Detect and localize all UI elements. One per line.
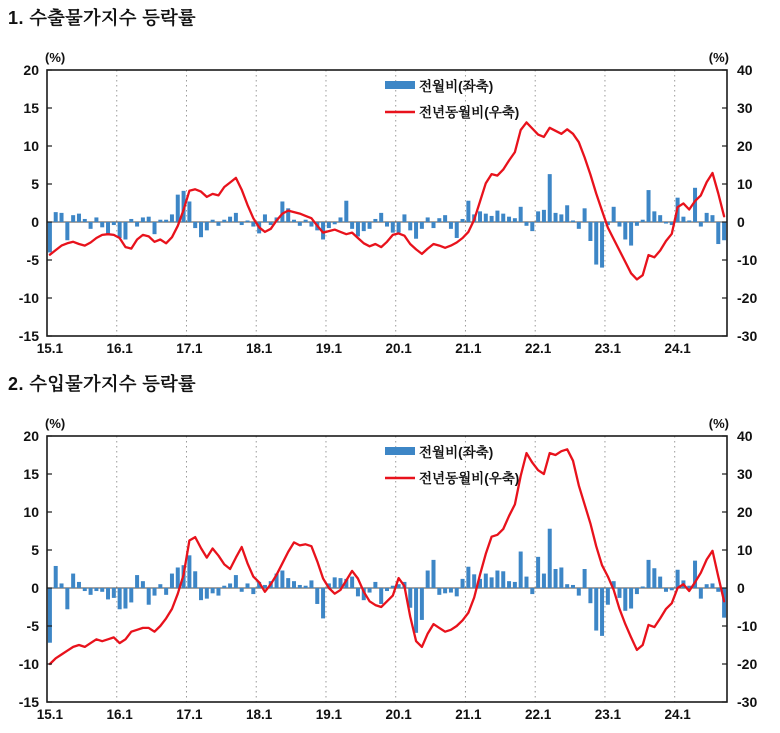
bar [466,201,470,222]
bar [222,220,226,222]
bar [664,222,668,224]
x-axis-tick-label: 22.1 [524,341,552,356]
left-axis-unit-label: (%) [45,50,66,65]
left-axis-tick-label: 15 [23,466,39,482]
bar [304,586,308,588]
bar [402,214,406,222]
bar [588,222,592,241]
bar [60,213,64,222]
bar [339,217,343,222]
bar [652,568,656,588]
export-chart-title: 1. 수출물가지수 등락률 [8,8,197,28]
yoy-line [50,122,724,279]
bar [77,582,81,588]
bar [478,211,482,222]
bar [251,222,255,227]
bar [176,195,180,222]
bar [65,588,69,609]
bar [362,222,366,231]
bar [205,222,209,230]
bar [379,588,383,604]
right-axis-tick-label: 40 [737,62,753,78]
bar [123,588,127,609]
x-axis-tick-label: 16.1 [106,707,133,722]
bar [443,588,447,593]
bar [699,222,703,227]
bar [170,574,174,588]
bar [94,588,98,591]
bar [641,220,645,222]
bar [193,571,197,588]
bar [211,588,215,593]
bar [461,579,465,588]
x-axis-tick-label: 15.1 [36,707,64,722]
x-axis-tick-label: 18.1 [245,341,273,356]
legend-bar-label: 전월비(좌축) [419,445,494,460]
bar [699,588,703,599]
bar [664,588,668,592]
bar [240,222,244,225]
bar [292,581,296,588]
left-axis-tick-label: 5 [31,176,39,192]
bar [309,580,313,588]
bar [681,217,685,222]
right-axis-tick-label: -20 [737,290,758,306]
bar [519,207,523,222]
x-axis-tick-label: 20.1 [385,707,412,722]
bar [408,222,412,230]
right-axis-tick-label: -20 [737,656,758,672]
import-price-chart-block [0,366,780,732]
bar [54,566,58,588]
bar [89,222,93,229]
left-axis-tick-label: 0 [31,214,39,230]
bar [222,586,226,588]
bar [554,569,558,588]
x-axis-tick-label: 15.1 [36,341,64,356]
x-axis-tick-label: 17.1 [176,341,203,356]
bar [153,588,157,596]
x-axis-tick-label: 23.1 [594,341,621,356]
right-axis-tick-label: 30 [737,466,753,482]
bar [280,571,284,588]
x-axis-tick-label: 18.1 [245,707,273,722]
left-axis-tick-label: -5 [26,252,39,268]
bar [315,588,319,604]
bar [269,222,273,225]
bar [437,218,441,222]
right-axis-tick-label: -30 [737,328,758,344]
bar [484,214,488,222]
import-price-chart [0,366,780,732]
bar [600,588,604,636]
bar [118,588,122,609]
right-axis-unit-label: (%) [708,416,729,431]
bar [129,219,133,222]
bar [141,217,145,222]
bar [118,222,122,238]
right-axis-tick-label: 0 [737,214,745,230]
bar [647,560,651,588]
bar [635,222,639,226]
bar [554,213,558,222]
bar [205,588,209,599]
bar [635,588,639,594]
bar [216,222,220,226]
bar [426,571,430,588]
bar [559,214,563,222]
legend-bar-label: 전월비(좌축) [419,79,494,94]
bar [507,581,511,588]
bar [577,588,581,596]
bar [431,560,435,588]
bar [333,577,337,588]
bar [536,557,540,588]
bar [629,588,633,609]
bar [536,211,540,222]
bar [60,583,64,588]
bar [379,213,383,222]
bar [327,222,331,228]
bar [129,588,133,602]
bar [234,575,238,588]
mom-bars [48,174,726,267]
import-chart-title: 2. 수입물가지수 등락률 [8,374,197,394]
bar [228,217,232,222]
bar [472,574,476,588]
bar [676,570,680,588]
bar [437,588,441,595]
bar [344,201,348,222]
left-axis-tick-label: -5 [26,618,39,634]
bar [112,222,116,225]
bar [623,588,627,611]
bar [368,588,372,593]
bar [705,584,709,588]
plot-frame [47,436,727,702]
bar [420,588,424,620]
left-axis-tick-label: 15 [23,100,39,116]
right-axis-tick-label: -10 [737,618,758,634]
right-axis-tick-label: -10 [737,252,758,268]
bar [658,215,662,222]
left-axis-tick-label: 10 [23,504,39,520]
bar [426,217,430,222]
bar [542,210,546,222]
export-price-chart-block [0,0,780,366]
bar [710,215,714,222]
bar [431,222,435,228]
bar [716,588,720,592]
bar [106,222,110,234]
left-axis-tick-label: 20 [23,428,39,444]
legend-bar-swatch [385,447,415,455]
right-axis-tick-label: -30 [737,694,758,710]
bar [466,567,470,588]
bar [65,222,69,240]
bar [524,577,528,588]
bar [356,588,360,596]
bar [94,217,98,222]
bar [449,588,453,593]
bar [158,584,162,588]
bar [606,588,610,605]
right-axis-tick-label: 10 [737,542,753,558]
bar [530,588,534,594]
bar [373,219,377,222]
bar [385,222,389,227]
right-axis-unit-label: (%) [708,50,729,65]
bar [710,583,714,588]
legend-line-label: 전년동월비(우축) [419,471,520,486]
left-axis-tick-label: -10 [18,290,39,306]
legend [385,444,519,486]
bar [641,586,645,588]
left-axis-tick-label: -15 [18,328,39,344]
bar [286,578,290,588]
right-axis-tick-label: 40 [737,428,753,444]
bar [187,555,191,588]
bar [571,220,575,222]
bar [617,222,621,227]
bar [100,588,104,592]
bar [350,577,354,588]
bar [246,220,250,222]
bar [234,213,238,222]
bar [153,222,157,234]
bar [391,586,395,588]
bar [548,174,552,222]
bar [71,574,75,588]
bar [414,588,418,633]
bar [263,214,267,222]
bar [501,214,505,222]
bar [83,219,87,222]
x-axis-tick-label: 21.1 [455,707,482,722]
bar [176,567,180,588]
bar [158,220,162,222]
left-axis-unit-label: (%) [45,416,66,431]
bar [123,222,127,239]
bar [495,211,499,222]
bar [612,207,616,222]
bar [652,211,656,222]
x-axis-tick-label: 19.1 [315,707,343,722]
bar [397,222,401,233]
bar [135,575,139,588]
bar [193,222,197,228]
bar [594,222,598,265]
bar [135,222,139,227]
x-axis-tick-label: 19.1 [315,341,343,356]
left-axis-tick-label: 0 [31,580,39,596]
bar [501,571,505,588]
bar [565,584,569,588]
bar [565,205,569,222]
x-axis-tick-label: 23.1 [594,707,621,722]
bar [199,222,203,237]
bar [141,581,145,588]
bar [54,212,58,222]
left-axis-tick-label: -15 [18,694,39,710]
bar [513,218,517,222]
bar [246,583,250,588]
bar [705,213,709,222]
right-axis-tick-label: 30 [737,100,753,116]
bar [350,222,354,229]
x-axis-tick-label: 16.1 [106,341,133,356]
bar [623,222,627,239]
bar [112,588,116,598]
bar [187,201,191,222]
bar [333,222,337,224]
bar [716,222,720,244]
bar [495,571,499,588]
x-axis-tick-label: 20.1 [385,341,412,356]
bar [490,577,494,588]
yoy-line [50,449,724,664]
bar [420,222,424,229]
bar [722,222,726,240]
bar [542,574,546,588]
bar [617,588,621,598]
bar [216,588,220,596]
bar [89,588,93,595]
bar [83,588,87,591]
bar [600,222,604,268]
x-axis-tick-label: 17.1 [176,707,203,722]
bar [647,190,651,222]
right-axis-tick-label: 0 [737,580,745,596]
bar [670,588,674,590]
bar [251,588,255,594]
x-axis-tick-label: 24.1 [664,707,691,722]
bar [164,588,168,595]
bar [577,222,581,229]
legend-line-label: 전년동월비(우축) [419,105,520,120]
bar [583,569,587,588]
bar [77,214,81,222]
bar [199,588,203,600]
bar [588,588,592,603]
bar [147,588,151,605]
bar [100,222,104,227]
legend-bar-swatch [385,81,415,89]
right-axis-tick-label: 10 [737,176,753,192]
bar [321,588,325,618]
bar [548,529,552,588]
bar [519,552,523,588]
bar [455,588,459,596]
bar [106,588,110,599]
left-axis-tick-label: 20 [23,62,39,78]
plot-frame [47,70,727,336]
bar [559,567,563,588]
mom-bars [48,529,726,643]
x-axis-tick-label: 24.1 [664,341,691,356]
bar [629,222,633,246]
right-axis-tick-label: 20 [737,138,753,154]
bar [298,585,302,588]
bar [583,208,587,222]
bar [147,217,151,222]
bar [211,220,215,222]
bar [240,588,244,592]
bar [443,215,447,222]
left-axis-tick-label: 5 [31,542,39,558]
x-axis-tick-label: 21.1 [455,341,482,356]
bar [385,588,389,591]
bar [164,220,168,222]
bar [513,582,517,588]
bar [524,222,528,226]
right-axis-tick-label: 20 [737,504,753,520]
x-axis-tick-label: 22.1 [524,707,552,722]
export-price-chart [0,0,780,366]
bar [687,220,691,222]
bar [449,222,453,229]
bar [170,214,174,222]
bar [507,217,511,222]
bar [455,222,459,238]
bar [461,219,465,222]
bar [594,588,598,631]
bar [368,222,372,229]
bar [658,577,662,588]
bar [292,220,296,222]
bar [309,222,313,227]
bar [48,588,52,643]
bar [490,216,494,222]
bar [530,222,534,231]
bar [304,220,308,222]
bar [571,585,575,588]
bar [228,583,232,588]
bar [391,222,395,233]
bar [356,222,360,236]
bar [298,222,302,226]
left-axis-tick-label: -10 [18,656,39,672]
bar [484,574,488,588]
bar [414,222,418,239]
left-axis-tick-label: 10 [23,138,39,154]
legend [385,78,519,120]
bar [71,215,75,222]
bar [48,222,52,252]
bar [373,582,377,588]
